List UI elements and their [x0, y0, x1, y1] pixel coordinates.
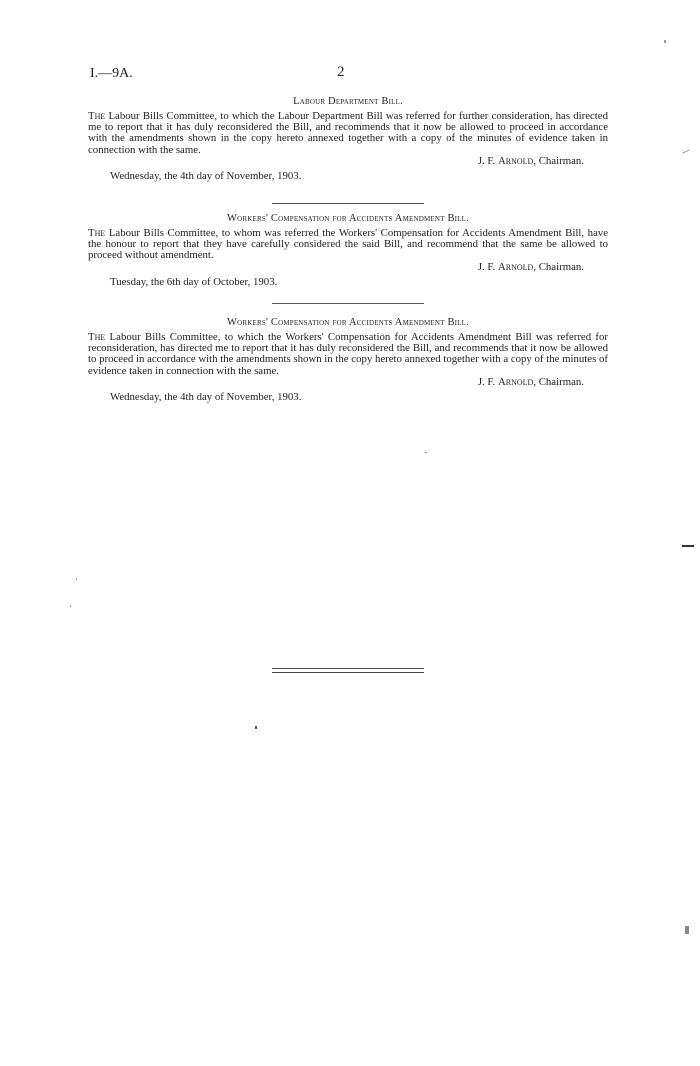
scan-speck [682, 149, 690, 153]
scan-speck [70, 605, 71, 607]
section-heading: Labour Department Bill. [293, 96, 403, 107]
paragraph-lead-word: The [88, 331, 106, 343]
paragraph-text: Labour Bills Committee, to which the Labour Department Bill was referred for further consideration, has directed me to report that it has duly reconsidered the Bill, and recommends that it now be allowed to proceed in accordance with the amendments shown in the copy hereto annexed together with a copy of the minutes of evidence taken in connection with the same. [88, 110, 608, 156]
signature-initials: J. F. [477, 260, 498, 273]
report-paragraph [88, 228, 608, 262]
signature-name: Arnold [497, 154, 534, 167]
report-date: Wednesday, the 4th day of November, 1903. [110, 170, 302, 183]
section-divider [272, 203, 424, 204]
scan-speck [682, 545, 694, 547]
signature-initials: J. F. [477, 154, 498, 167]
signature-initials: J. F. [477, 375, 498, 388]
scan-speck [425, 452, 427, 453]
signature-title: , Chairman. [533, 375, 584, 388]
section-divider [272, 303, 424, 304]
paragraph-text: Labour Bills Committee, to which the Workers' Compensation for Accidents Amendment Bill was referred for reconsideration, has directed me to report that it has duly reconsidered the Bill, and recommends that it now be allowed to proceed in accordance with the amendments shown in the copy hereto annexed together with a copy of the minutes of evidence taken in connection with the same. [88, 331, 608, 377]
report-section-workers-compensation-1 [88, 213, 608, 288]
report-paragraph [88, 111, 608, 156]
paragraph-text: Labour Bills Committee, to whom was referred the Workers' Compensation for Accidents Amendment Bill, have the honour to report that they have carefully considered the said Bill, and recommend that the same be allowed to proceed without amendment. [88, 227, 608, 262]
scan-speck [664, 40, 666, 43]
report-paragraph [88, 332, 608, 377]
paragraph-lead-word: The [88, 227, 106, 239]
signature-name: Arnold [497, 375, 534, 388]
signature-line [88, 262, 608, 273]
signature-line [88, 377, 608, 388]
document-reference: I.—9A. [90, 66, 133, 81]
report-section-labour-department-bill [88, 96, 608, 182]
signature-line [88, 156, 608, 167]
page-number: 2 [337, 64, 345, 80]
report-date: Wednesday, the 4th day of November, 1903. [110, 391, 302, 404]
paragraph-lead-word: The [88, 110, 106, 122]
scan-speck [255, 726, 257, 729]
section-heading: Workers' Compensation for Accidents Amendment Bill. [227, 317, 469, 328]
scan-speck [76, 578, 77, 580]
signature-name: Arnold [497, 260, 534, 273]
end-of-document-rule [272, 668, 424, 673]
report-date: Tuesday, the 6th day of October, 1903. [110, 275, 278, 288]
section-heading: Workers' Compensation for Accidents Amendment Bill. [227, 213, 469, 224]
scan-speck [685, 926, 689, 934]
signature-title: , Chairman. [533, 260, 584, 273]
signature-title: , Chairman. [533, 154, 584, 167]
report-section-workers-compensation-2 [88, 317, 608, 403]
